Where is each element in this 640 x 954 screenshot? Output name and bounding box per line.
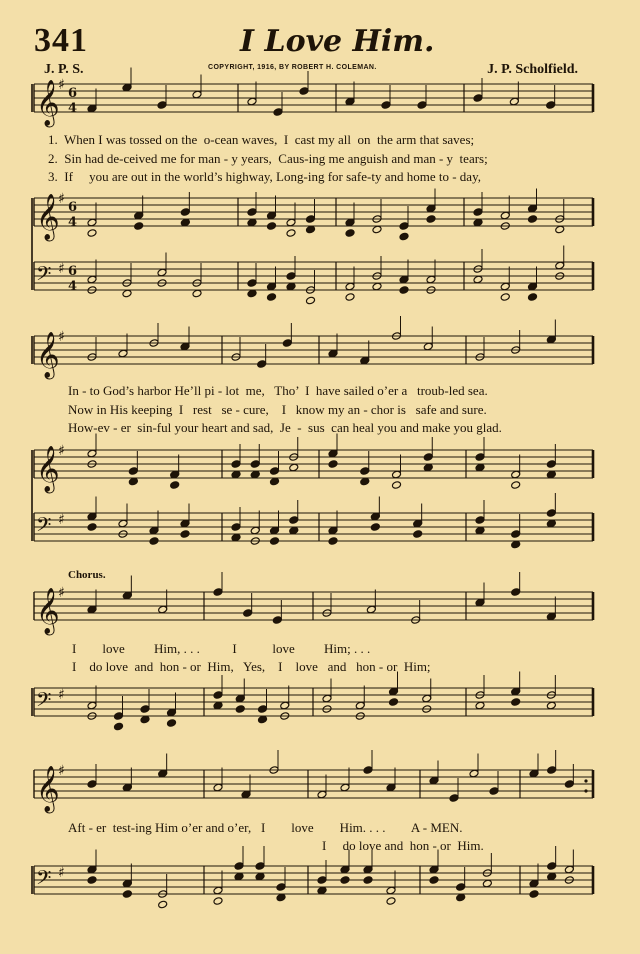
note-head [158,769,168,778]
note-head [372,282,382,291]
note-head [500,211,510,220]
note-head [270,467,280,476]
note-head [363,766,373,775]
note-head [213,886,223,895]
note-head [122,83,132,92]
note-head [180,530,190,539]
note-head [306,215,316,224]
note-head [149,526,159,535]
treble-clef: 𝄞 [36,588,60,634]
note-head [328,526,338,535]
chorus-alto-line-1: I do love and hon - or Him, Yes, I love and hon - or Him; [72,659,431,674]
note-head [449,794,459,803]
note-head [158,900,168,909]
note-head [180,208,190,217]
note-head [475,516,485,525]
note-head [247,218,257,227]
note-head [328,449,338,458]
note-head [267,222,277,231]
note-head [547,862,557,871]
note-head [456,893,466,902]
note-head [270,477,280,486]
note-head [546,509,556,518]
chorus-melody-line-1: I love Him, . . . I love Him; . . . [72,641,371,656]
note-head [422,694,432,703]
note-head [360,467,370,476]
note-head [546,470,556,479]
note-head [255,872,265,881]
repeat-dot [584,779,587,782]
note-head [299,87,309,96]
note-head [389,687,399,696]
stanza-2-line-1: 2. Sin had de-ceived me for man - y years, Caus-ing me anguish and man - y tears; [48,151,488,166]
note-head [306,225,316,234]
note-head [87,876,97,885]
note-head [247,279,257,288]
chorus-melody-line-2: Aft - er test-ing Him o’er and o’er, I love Him. . . . A - MEN. [68,820,463,835]
note-head [317,790,327,799]
note-head [270,537,280,546]
note-head [231,523,241,532]
key-signature-sharp: ♯ [58,763,65,779]
note-head [167,719,177,728]
note-head [340,865,350,874]
note-head [363,865,373,874]
note-head [273,108,283,117]
note-head [170,481,180,490]
note-head [170,470,180,479]
note-head [426,204,436,213]
bass-clef: 𝄢 [36,513,52,541]
note-head [413,519,423,528]
note-head [475,598,485,607]
note-head [528,204,538,213]
time-signature-bottom: 4 [68,215,78,230]
key-signature-sharp: ♯ [58,687,65,703]
note-head [270,526,280,535]
note-head [87,780,97,789]
note-head [355,701,365,710]
note-head [122,879,132,888]
note-head [345,229,355,238]
note-head [547,766,557,775]
note-head [546,612,556,621]
note-head [345,293,355,302]
note-head [306,296,316,305]
note-head [370,523,380,532]
note-head [213,701,223,710]
note-head [87,523,97,532]
note-head [386,783,396,792]
note-head [529,879,539,888]
note-head [423,342,433,351]
note-head [429,865,439,874]
note-head [529,769,539,778]
note-head [87,229,97,238]
note-head [128,477,138,486]
note-head [328,460,338,469]
note-head [456,883,466,892]
note-head [276,883,286,892]
note-head [247,97,257,106]
note-head [345,97,355,106]
note-head [241,790,251,799]
time-signature-top: 6 [68,86,78,101]
note-head [157,268,167,277]
stanza-3-line-1: 3. If you are out in the world’s highway, Long-ing for safe-ty and home to - day, [48,169,481,184]
note-head [289,516,299,525]
note-head [417,101,427,110]
note-head [389,698,399,707]
note-head [511,540,521,549]
note-head [167,708,177,717]
note-head [500,282,510,291]
note-head [140,715,150,724]
note-head [231,533,241,542]
key-signature-sharp: ♯ [58,191,65,207]
note-head [114,722,124,731]
note-head [272,616,282,625]
note-head [158,605,168,614]
note-head [122,890,132,899]
note-head [399,275,409,284]
note-head [255,862,265,871]
note-head [250,526,260,535]
note-head [322,694,332,703]
note-head [235,694,245,703]
music-composer: J. P. Scholfield. [487,62,578,77]
note-head [482,879,492,888]
repeat-dot [584,789,587,792]
note-head [555,261,565,270]
note-head [87,449,97,458]
note-head [473,275,483,284]
note-head [475,701,485,710]
note-head [192,289,202,298]
note-head [399,286,409,295]
note-head [345,282,355,291]
note-head [267,211,277,220]
hymn-number: 341 [34,22,88,59]
note-head [234,872,244,881]
note-head [258,715,268,724]
copyright-notice: COPYRIGHT, 1916, BY ROBERT H. COLEMAN. [208,64,377,71]
note-head [360,356,370,365]
bass-clef: 𝄢 [36,866,52,894]
note-head [426,215,436,224]
note-head [328,537,338,546]
note-head [257,360,267,369]
note-head [426,275,436,284]
note-head [547,872,557,881]
note-head [122,783,132,792]
note-head [180,218,190,227]
key-signature-sharp: ♯ [58,443,65,459]
note-head [128,467,138,476]
note-head [386,886,396,895]
note-head [250,460,260,469]
note-head [114,712,124,721]
treble-clef: 𝄞 [36,766,60,812]
note-head [475,463,485,472]
note-head [213,897,223,906]
note-head [247,289,257,298]
note-head [87,104,97,113]
note-head [511,530,521,539]
note-head [370,512,380,521]
stanza-1-line-1: 1. When I was tossed on the o-cean waves, I cast my all on the arm that saves; [48,132,475,147]
note-head [500,293,510,302]
note-head [87,275,97,284]
note-head [231,470,241,479]
note-head [360,477,370,486]
note-head [528,282,538,291]
chorus-label: Chorus. [68,569,106,581]
note-head [340,876,350,885]
note-head [473,208,483,217]
note-head [289,526,299,535]
note-head [87,865,97,874]
note-head [399,232,409,241]
note-head [282,339,292,348]
note-head [475,453,485,462]
note-head [546,101,556,110]
note-head [473,218,483,227]
note-head [250,470,260,479]
note-head [213,691,223,700]
note-head [140,705,150,714]
note-head [429,776,439,785]
note-head [267,293,277,302]
note-head [149,537,159,546]
note-head [340,783,350,792]
note-head [429,876,439,885]
treble-clef: 𝄞 [36,332,60,378]
note-head [247,208,257,217]
key-signature-sharp: ♯ [58,261,65,277]
hymn-title: I Love Him. [240,24,435,59]
note-head [546,460,556,469]
note-head [413,530,423,539]
bass-clef: 𝄢 [36,688,52,716]
note-head [286,282,296,291]
time-signature-bottom: 4 [68,279,78,294]
treble-clef: 𝄞 [36,194,60,240]
time-signature-top: 6 [68,200,78,215]
note-head [180,342,190,351]
time-signature-bottom: 4 [68,101,78,116]
note-head [511,698,521,707]
note-head [317,876,327,885]
note-head [87,701,97,710]
note-head [372,225,382,234]
stanza-3-line-2: How-ev - er sin-ful your heart and sad, Je - sus can heal you and make you glad. [68,420,502,435]
key-signature-sharp: ♯ [58,512,65,528]
note-head [511,687,521,696]
note-head [157,101,167,110]
note-head [386,897,396,906]
key-signature-sharp: ♯ [58,329,65,345]
note-head [328,349,338,358]
note-head [469,769,479,778]
key-signature-sharp: ♯ [58,865,65,881]
note-head [511,588,521,597]
note-head [276,893,286,902]
note-head [392,470,402,479]
note-head [423,463,433,472]
note-head [118,349,128,358]
treble-clef: 𝄞 [36,446,60,492]
words-author: J. P. S. [44,62,84,77]
note-head [192,90,202,99]
note-head [473,94,483,103]
note-head [87,218,97,227]
note-head [528,215,538,224]
note-head [213,588,223,597]
note-head [267,282,277,291]
note-head [286,229,296,238]
note-head [555,225,565,234]
note-head [289,463,299,472]
note-head [399,222,409,231]
treble-clef: 𝄞 [36,80,60,126]
note-head [381,101,391,110]
note-head [564,865,574,874]
note-head [134,211,144,220]
note-head [363,876,373,885]
time-signature-top: 6 [68,264,78,279]
note-head [511,481,521,490]
note-head [235,705,245,714]
note-head [87,512,97,521]
note-head [213,783,223,792]
note-head [489,787,499,796]
note-head [546,701,556,710]
note-head [134,222,144,231]
note-head [234,862,244,871]
key-signature-sharp: ♯ [58,585,65,601]
stanza-2-line-2: Now in His keeping I rest se - cure, I know my an - chor is safe and sure. [68,402,487,417]
note-head [231,460,241,469]
note-head [528,293,538,302]
note-head [286,218,296,227]
note-head [366,605,376,614]
note-head [280,701,290,710]
bass-clef: 𝄢 [36,262,52,290]
note-head [423,453,433,462]
note-head [392,481,402,490]
note-head [511,470,521,479]
note-head [509,97,519,106]
note-head [345,218,355,227]
note-head [286,272,296,281]
chorus-alto-line-2: I do love and hon - or Him. [322,838,484,853]
note-head [87,605,97,614]
note-head [243,609,253,618]
note-head [546,519,556,528]
note-head [529,890,539,899]
note-head [122,591,132,600]
note-head [475,526,485,535]
note-head [180,519,190,528]
note-head [546,335,556,344]
note-head [118,519,128,528]
note-head [258,705,268,714]
stanza-1-line-2: In - to God’s harbor He’ll pi - lot me, Tho’ I have sailed o’er a troub-led sea. [68,383,488,398]
note-head [122,289,132,298]
key-signature-sharp: ♯ [58,77,65,93]
note-head [564,780,574,789]
note-head [317,886,327,895]
